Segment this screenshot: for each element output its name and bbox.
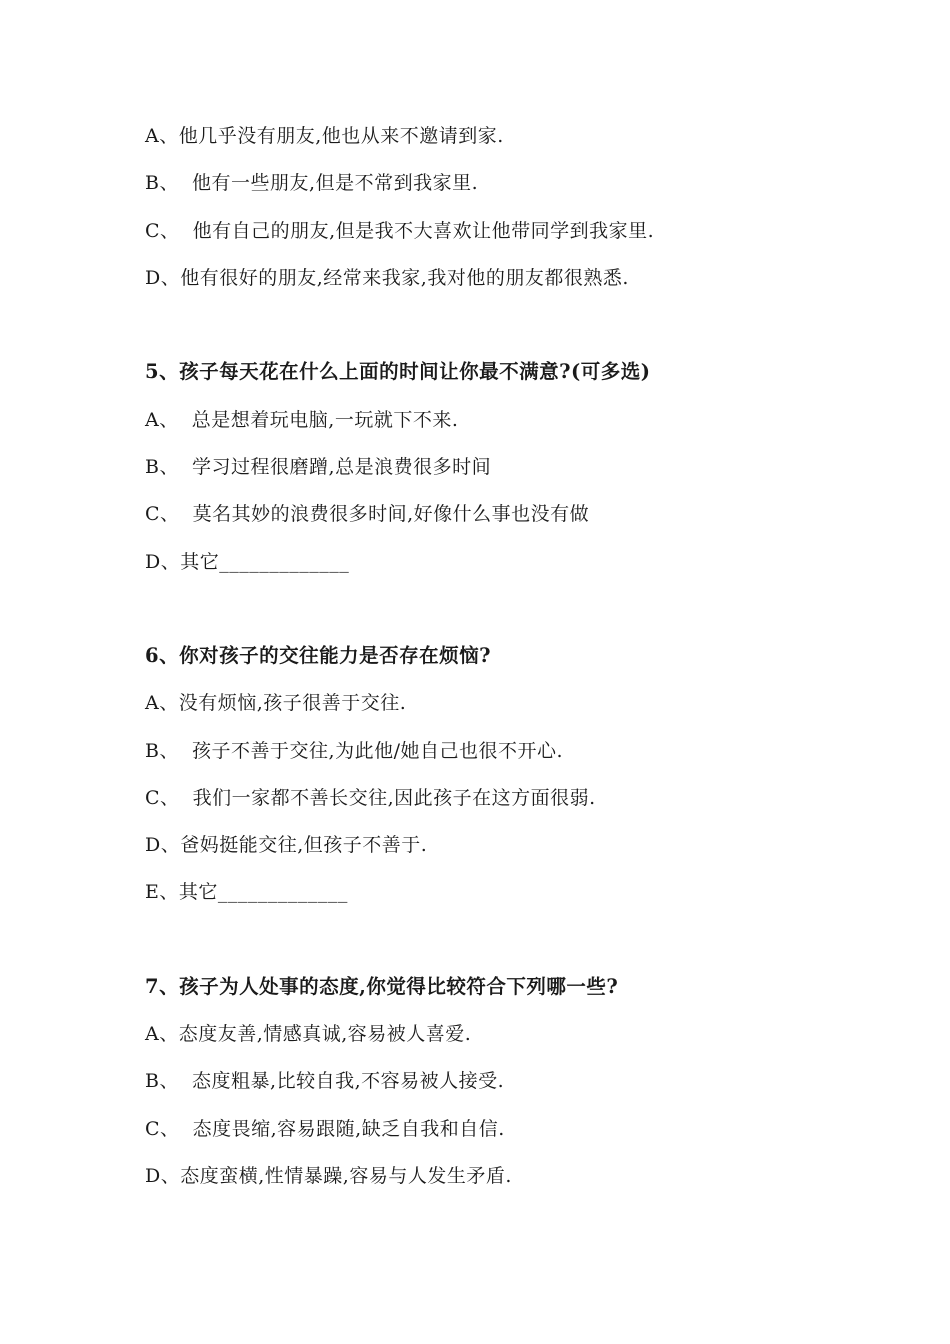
q4-option-c: C、 他有自己的朋友,但是我不大喜欢让他带同学到我家里. xyxy=(145,220,655,242)
q7-option-c: C、 态度畏缩,容易跟随,缺乏自我和自信. xyxy=(145,1118,505,1140)
q5-option-c: C、 莫名其妙的浪费很多时间,好像什么事也没有做 xyxy=(145,503,590,525)
q6-title: 6、你对孩子的交往能力是否存在烦恼? xyxy=(145,644,491,667)
q6-option-c: C、 我们一家都不善长交往,因此孩子在这方面很弱. xyxy=(145,787,596,809)
q6-option-a: A、没有烦恼,孩子很善于交往. xyxy=(145,692,407,714)
q7-option-a: A、态度友善,情感真诚,容易被人喜爱. xyxy=(145,1023,472,1045)
q4-option-b: B、 他有一些朋友,但是不常到我家里. xyxy=(145,172,479,194)
q5-title: 5、孩子每天花在什么上面的时间让你最不满意?(可多选) xyxy=(145,360,651,383)
q7-title: 7、孩子为人处事的态度,你觉得比较符合下列哪一些? xyxy=(145,975,619,998)
q7-option-b: B、 态度粗暴,比较自我,不容易被人接受. xyxy=(145,1070,505,1092)
q4-option-a: A、他几乎没有朋友,他也从来不邀请到家. xyxy=(145,125,504,147)
q6-option-e: E、其它_____________ xyxy=(145,881,348,903)
q5-option-d: D、其它_____________ xyxy=(145,551,350,573)
q6-option-d: D、爸妈挺能交往,但孩子不善于. xyxy=(145,834,428,856)
q6-option-b: B、 孩子不善于交往,为此他/她自己也很不开心. xyxy=(145,740,564,762)
q4-option-d: D、他有很好的朋友,经常来我家,我对他的朋友都很熟悉. xyxy=(145,267,629,289)
q5-option-b: B、 学习过程很磨蹭,总是浪费很多时间 xyxy=(145,456,492,478)
q7-option-d: D、态度蛮横,性情暴躁,容易与人发生矛盾. xyxy=(145,1165,512,1187)
q5-option-a: A、 总是想着玩电脑,一玩就下不来. xyxy=(145,409,459,431)
